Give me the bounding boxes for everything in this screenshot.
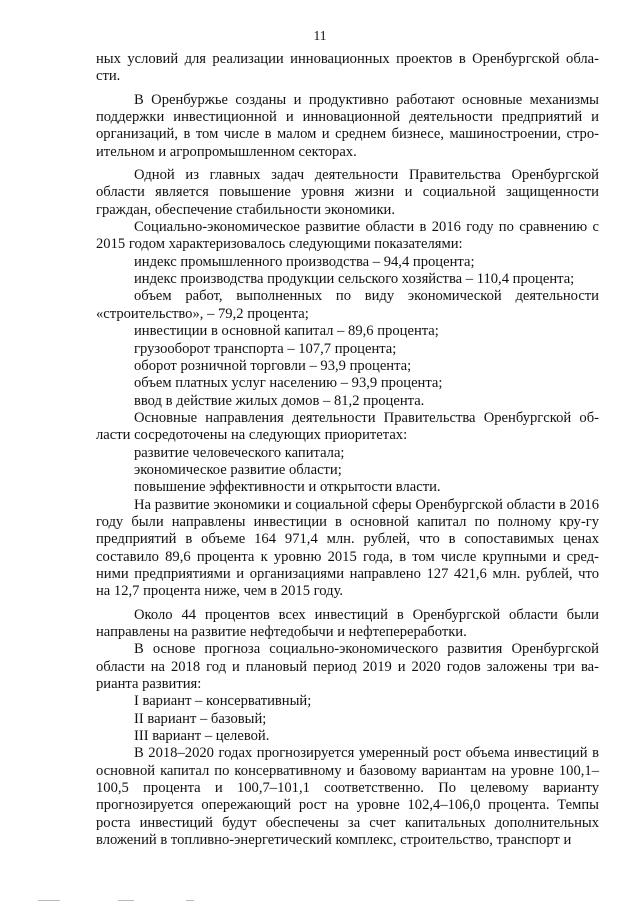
list-item: повышение эффективности и открытости власти. <box>134 479 441 496</box>
scan-artifact <box>38 900 60 901</box>
scan-artifact <box>118 900 134 901</box>
paragraph-priorities-intro: Основные направления деятельности Правительства Оренбургской об-ласти сосредоточены на следующих приоритетах: <box>96 409 599 444</box>
priorities-list <box>96 445 599 497</box>
paragraph-indicators-intro: Социально-экономическое развитие области в 2016 году по сравнению с 2015 годом характеризовалось следующими показателями: <box>96 219 599 253</box>
list-item: индекс производства продукции сельского хозяйства – 110,4 процента; <box>134 271 575 288</box>
paragraph-mechanisms: В Оренбуржье созданы и продуктивно работают основные механизмы поддержки инвестиционной и инновационной деятельности предприятий и организаций, в том числе в малом и среднем бизнесе, машиностроении, стро-ительном и агропромышленном секторах. <box>96 91 599 160</box>
list-item: объем работ, выполненных по виду экономической деятельности «строительство», – 79,2 процента; <box>96 288 599 322</box>
paragraph-continuation: ных условий для реализации инновационных проектов в Оренбургской обла-сти. <box>96 51 599 85</box>
list-item: II вариант – базовый; <box>134 710 267 727</box>
scan-artifact <box>186 900 194 901</box>
variants-list <box>96 693 599 745</box>
list-item: I вариант – консервативный; <box>134 693 312 710</box>
paragraph-government-tasks: Одной из главных задач деятельности Правительства Оренбургской области является повышение уровня жизни и социальной защищенности граждан, обеспечение стабильности экономики. <box>96 167 599 218</box>
paragraph-investment-forecast: В 2018–2020 годах прогнозируется умеренный рост объема инвестиций в основной капитал по консервативному и базовому вариантам на уровне 100,1–100,5 процента и 100,7–101,1 соответственно. По целевому варианту прогнозируется опережающий рост на уровне 102,4–106,0 процента. Темпы роста инвестиций будут обеспечены за счет капитальных дополнительных вложений в топливно-энергетический комплекс, строительство, транспорт и <box>96 745 599 849</box>
paragraph-forecast-basis: В основе прогноза социально-экономического развития Оренбургской области на 2018 год и плановый период 2019 и 2020 годов заложены три ва-рианта развития: <box>96 641 599 693</box>
list-item: индекс промышленного производства – 94,4 процента; <box>134 253 475 270</box>
list-item: оборот розничной торговли – 93,9 процента; <box>134 357 412 374</box>
list-item: развитие человеческого капитала; <box>134 444 345 461</box>
list-item: экономическое развитие области; <box>134 461 342 478</box>
list-item: инвестиции в основной капитал – 89,6 процента; <box>134 323 439 340</box>
indicators-list <box>96 254 599 410</box>
list-item: грузооборот транспорта – 107,7 процента; <box>134 340 397 357</box>
list-item: ввод в действие жилых домов – 81,2 процента. <box>134 392 425 409</box>
paragraph-investments: На развитие экономики и социальной сферы Оренбургской области в 2016 году были направлены инвестиции в основной капитал по полному кру-гу предприятий в объеме 164 971,4 млн. рублей, что в сопоставимых ценах составило 89,6 процента к уровню 2015 года, в том числе крупными и сред-ними предприятиями и организациями направлено 127 421,6 млн. рублей, что на 12,7 процента ниже, чем в 2015 году. <box>96 496 599 600</box>
list-item: III вариант – целевой. <box>134 728 270 745</box>
page-number: 11 <box>313 28 327 43</box>
document-body <box>96 51 599 849</box>
paragraph-oil-share: Около 44 процентов всех инвестиций в Оренбургской области были направлены на развитие нефтедобычи и нефтепереработки. <box>96 606 599 640</box>
list-item: объем платных услуг населению – 93,9 процента; <box>134 375 443 392</box>
